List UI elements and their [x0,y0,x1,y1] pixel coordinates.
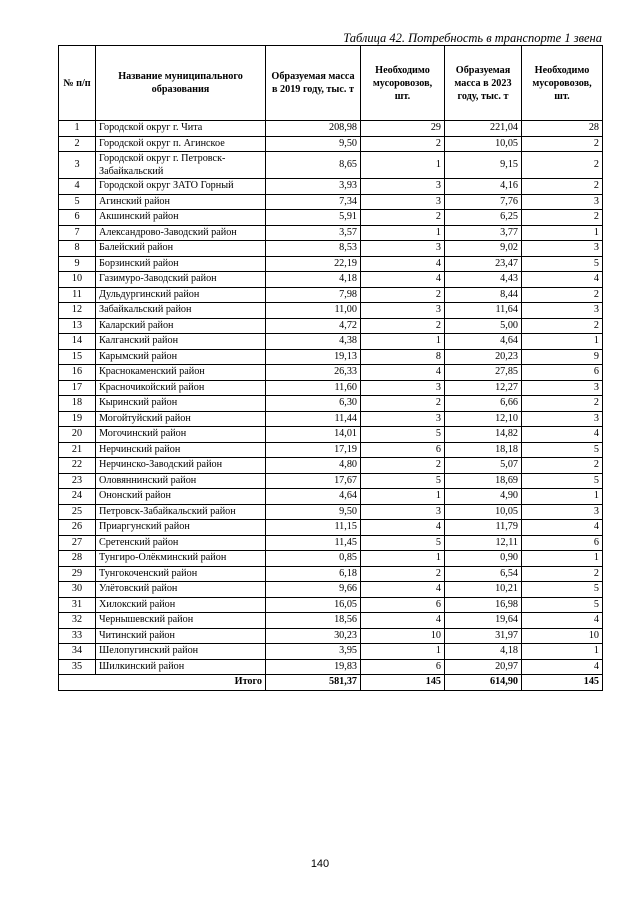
trucks-2023: 5 [522,256,603,272]
table-row [59,121,603,137]
table-row [59,272,603,288]
trucks-2019: 6 [361,442,445,458]
trucks-2023: 28 [522,121,603,137]
municipality-name: Могочинский район [96,427,266,443]
table-row [59,152,603,179]
row-number: 1 [59,121,96,137]
municipality-name: Городской округ ЗАТО Горный [96,179,266,195]
trucks-2023: 3 [522,194,603,210]
row-number: 10 [59,272,96,288]
table-row [59,551,603,567]
municipality-name: Оловяннинский район [96,473,266,489]
municipality-name: Александрово-Заводский район [96,225,266,241]
mass-2023: 18,69 [445,473,522,489]
trucks-2023: 2 [522,179,603,195]
table-row [59,396,603,412]
mass-2019: 22,19 [266,256,361,272]
trucks-2023: 2 [522,152,603,179]
row-number: 26 [59,520,96,536]
row-number: 24 [59,489,96,505]
header-trucks-2019: Необходимо мусоровозов, шт. [361,46,445,121]
trucks-2023: 2 [522,396,603,412]
trucks-2019: 4 [361,520,445,536]
trucks-2019: 3 [361,504,445,520]
table-row [59,411,603,427]
trucks-2019: 1 [361,152,445,179]
trucks-2019: 5 [361,473,445,489]
table-row [59,566,603,582]
trucks-2023: 1 [522,489,603,505]
mass-2023: 12,10 [445,411,522,427]
trucks-2023: 3 [522,380,603,396]
row-number: 11 [59,287,96,303]
trucks-2023: 2 [522,566,603,582]
row-number: 21 [59,442,96,458]
trucks-2023: 3 [522,303,603,319]
row-number: 30 [59,582,96,598]
municipality-name: Улётовский район [96,582,266,598]
table-row [59,349,603,365]
municipality-name: Городской округ г. Чита [96,121,266,137]
municipality-name: Тунгиро-Олёкминский район [96,551,266,567]
trucks-2019: 3 [361,179,445,195]
table-row [59,582,603,598]
trucks-2019: 2 [361,396,445,412]
table-row [59,225,603,241]
table-row [59,241,603,257]
mass-2023: 20,23 [445,349,522,365]
mass-2023: 12,11 [445,535,522,551]
mass-2019: 4,38 [266,334,361,350]
mass-2023: 5,07 [445,458,522,474]
trucks-2023: 3 [522,411,603,427]
table-row [59,365,603,381]
trucks-2023: 4 [522,427,603,443]
mass-2019: 11,60 [266,380,361,396]
trucks-2019: 1 [361,644,445,660]
header-name: Название муниципального образования [96,46,266,121]
trucks-2023: 4 [522,613,603,629]
municipality-name: Кыринский район [96,396,266,412]
table-row [59,427,603,443]
trucks-2019: 4 [361,272,445,288]
mass-2023: 4,43 [445,272,522,288]
trucks-2019: 4 [361,256,445,272]
table-row [59,256,603,272]
table-row [59,628,603,644]
total-mass-2023: 614,90 [445,675,522,691]
row-number: 22 [59,458,96,474]
municipality-name: Каларский район [96,318,266,334]
mass-2019: 0,85 [266,551,361,567]
municipality-name: Карымский район [96,349,266,365]
trucks-2023: 1 [522,644,603,660]
trucks-2023: 3 [522,504,603,520]
mass-2019: 208,98 [266,121,361,137]
trucks-2019: 3 [361,194,445,210]
municipality-name: Чернышевский район [96,613,266,629]
table-row [59,504,603,520]
trucks-2019: 1 [361,225,445,241]
trucks-2019: 1 [361,551,445,567]
row-number: 2 [59,136,96,152]
municipality-name: Хилокский район [96,597,266,613]
table-row [59,442,603,458]
table-row [59,380,603,396]
header-mass-2023: Образуемая масса в 2023 году, тыс. т [445,46,522,121]
municipality-name: Тунгокоченский район [96,566,266,582]
header-mass-2019: Образуемая масса в 2019 году, тыс. т [266,46,361,121]
trucks-2019: 2 [361,210,445,226]
table-row [59,334,603,350]
trucks-2023: 4 [522,272,603,288]
municipality-name: Нерчинский район [96,442,266,458]
trucks-2019: 3 [361,303,445,319]
trucks-2023: 6 [522,535,603,551]
mass-2019: 11,15 [266,520,361,536]
mass-2023: 5,00 [445,318,522,334]
mass-2023: 19,64 [445,613,522,629]
row-number: 3 [59,152,96,179]
mass-2023: 10,05 [445,504,522,520]
mass-2023: 4,64 [445,334,522,350]
municipality-name: Акшинский район [96,210,266,226]
mass-2019: 7,98 [266,287,361,303]
mass-2023: 4,90 [445,489,522,505]
table-caption: Таблица 42. Потребность в транспорте 1 звена [343,31,602,45]
table-row [59,597,603,613]
municipality-name: Шилкинский район [96,659,266,675]
mass-2023: 9,02 [445,241,522,257]
trucks-2023: 5 [522,442,603,458]
mass-2019: 4,80 [266,458,361,474]
row-number: 27 [59,535,96,551]
municipality-name: Нерчинско-Заводский район [96,458,266,474]
mass-2019: 6,30 [266,396,361,412]
mass-2019: 3,57 [266,225,361,241]
municipality-name: Могойтуйский район [96,411,266,427]
mass-2019: 11,44 [266,411,361,427]
row-number: 31 [59,597,96,613]
table-row [59,303,603,319]
mass-2023: 20,97 [445,659,522,675]
table-row [59,179,603,195]
trucks-2023: 5 [522,582,603,598]
row-number: 13 [59,318,96,334]
mass-2019: 4,72 [266,318,361,334]
mass-2019: 14,01 [266,427,361,443]
trucks-2023: 4 [522,659,603,675]
row-number: 19 [59,411,96,427]
row-number: 9 [59,256,96,272]
mass-2023: 10,21 [445,582,522,598]
table-body [59,121,603,675]
table-header-row [59,46,603,121]
row-number: 5 [59,194,96,210]
trucks-2019: 8 [361,349,445,365]
municipality-name: Городской округ п. Агинское [96,136,266,152]
trucks-2023: 2 [522,318,603,334]
municipality-name: Краснокаменский район [96,365,266,381]
row-number: 32 [59,613,96,629]
mass-2023: 9,15 [445,152,522,179]
municipality-name: Газимуро-Заводский район [96,272,266,288]
header-num: № п/п [59,46,96,121]
table-row [59,520,603,536]
mass-2023: 6,66 [445,396,522,412]
table-row [59,287,603,303]
mass-2019: 9,66 [266,582,361,598]
mass-2019: 5,91 [266,210,361,226]
row-number: 8 [59,241,96,257]
mass-2023: 11,79 [445,520,522,536]
mass-2019: 8,65 [266,152,361,179]
table-row [59,318,603,334]
trucks-2019: 1 [361,489,445,505]
trucks-2019: 6 [361,659,445,675]
row-number: 33 [59,628,96,644]
table-row [59,136,603,152]
municipality-name: Ононский район [96,489,266,505]
table-row [59,210,603,226]
mass-2019: 3,95 [266,644,361,660]
municipality-name: Борзинский район [96,256,266,272]
mass-2023: 6,25 [445,210,522,226]
row-number: 28 [59,551,96,567]
page-number: 140 [310,858,330,870]
trucks-2023: 1 [522,334,603,350]
row-number: 35 [59,659,96,675]
trucks-2019: 29 [361,121,445,137]
mass-2023: 6,54 [445,566,522,582]
row-number: 6 [59,210,96,226]
total-mass-2019: 581,37 [266,675,361,691]
mass-2019: 19,83 [266,659,361,675]
trucks-2019: 2 [361,287,445,303]
municipality-name: Балейский район [96,241,266,257]
mass-2019: 17,19 [266,442,361,458]
mass-2019: 4,64 [266,489,361,505]
mass-2019: 7,34 [266,194,361,210]
trucks-2019: 6 [361,597,445,613]
trucks-2023: 2 [522,287,603,303]
trucks-2023: 5 [522,473,603,489]
mass-2023: 4,16 [445,179,522,195]
table-row [59,644,603,660]
mass-2019: 9,50 [266,504,361,520]
municipality-name: Дульдургинский район [96,287,266,303]
row-number: 23 [59,473,96,489]
trucks-2019: 2 [361,566,445,582]
mass-2023: 8,44 [445,287,522,303]
municipality-name: Сретенский район [96,535,266,551]
mass-2023: 31,97 [445,628,522,644]
row-number: 20 [59,427,96,443]
table-row [59,659,603,675]
mass-2023: 4,18 [445,644,522,660]
municipality-name: Приаргунский район [96,520,266,536]
mass-2023: 27,85 [445,365,522,381]
row-number: 12 [59,303,96,319]
mass-2019: 8,53 [266,241,361,257]
trucks-2019: 3 [361,380,445,396]
table-row [59,458,603,474]
table-row [59,613,603,629]
trucks-2023: 6 [522,365,603,381]
municipality-name: Забайкальский район [96,303,266,319]
mass-2019: 30,23 [266,628,361,644]
mass-2019: 11,00 [266,303,361,319]
trucks-2019: 2 [361,136,445,152]
row-number: 17 [59,380,96,396]
row-number: 15 [59,349,96,365]
total-row [59,675,603,691]
transport-needs-table [58,45,603,691]
row-number: 16 [59,365,96,381]
trucks-2023: 1 [522,225,603,241]
table-row [59,489,603,505]
mass-2023: 12,27 [445,380,522,396]
table-row [59,473,603,489]
row-number: 18 [59,396,96,412]
trucks-2023: 1 [522,551,603,567]
municipality-name: Шелопугинский район [96,644,266,660]
trucks-2023: 9 [522,349,603,365]
trucks-2023: 2 [522,210,603,226]
mass-2023: 16,98 [445,597,522,613]
trucks-2019: 4 [361,365,445,381]
trucks-2019: 5 [361,535,445,551]
trucks-2023: 2 [522,458,603,474]
trucks-2019: 2 [361,318,445,334]
trucks-2023: 10 [522,628,603,644]
trucks-2019: 3 [361,411,445,427]
mass-2023: 10,05 [445,136,522,152]
mass-2023: 11,64 [445,303,522,319]
row-number: 25 [59,504,96,520]
municipality-name: Калганский район [96,334,266,350]
mass-2023: 221,04 [445,121,522,137]
municipality-name: Городской округ г. Петровск-Забайкальский [96,152,266,179]
trucks-2019: 4 [361,613,445,629]
mass-2019: 4,18 [266,272,361,288]
trucks-2019: 1 [361,334,445,350]
row-number: 14 [59,334,96,350]
table-row [59,535,603,551]
municipality-name: Петровск-Забайкальский район [96,504,266,520]
mass-2019: 26,33 [266,365,361,381]
total-trucks-2019: 145 [361,675,445,691]
mass-2023: 14,82 [445,427,522,443]
trucks-2019: 2 [361,458,445,474]
row-number: 34 [59,644,96,660]
mass-2023: 23,47 [445,256,522,272]
mass-2019: 6,18 [266,566,361,582]
table-row [59,194,603,210]
mass-2019: 17,67 [266,473,361,489]
mass-2023: 3,77 [445,225,522,241]
municipality-name: Агинский район [96,194,266,210]
row-number: 7 [59,225,96,241]
total-trucks-2023: 145 [522,675,603,691]
mass-2019: 18,56 [266,613,361,629]
mass-2019: 19,13 [266,349,361,365]
mass-2019: 3,93 [266,179,361,195]
trucks-2019: 3 [361,241,445,257]
trucks-2019: 10 [361,628,445,644]
mass-2023: 7,76 [445,194,522,210]
mass-2019: 11,45 [266,535,361,551]
trucks-2023: 2 [522,136,603,152]
mass-2019: 9,50 [266,136,361,152]
trucks-2023: 5 [522,597,603,613]
row-number: 29 [59,566,96,582]
mass-2019: 16,05 [266,597,361,613]
municipality-name: Красночикойский район [96,380,266,396]
mass-2023: 18,18 [445,442,522,458]
trucks-2019: 5 [361,427,445,443]
header-trucks-2023: Необходимо мусоровозов, шт. [522,46,603,121]
trucks-2019: 4 [361,582,445,598]
total-label: Итого [59,675,266,691]
mass-2023: 0,90 [445,551,522,567]
row-number: 4 [59,179,96,195]
trucks-2023: 4 [522,520,603,536]
trucks-2023: 3 [522,241,603,257]
municipality-name: Читинский район [96,628,266,644]
